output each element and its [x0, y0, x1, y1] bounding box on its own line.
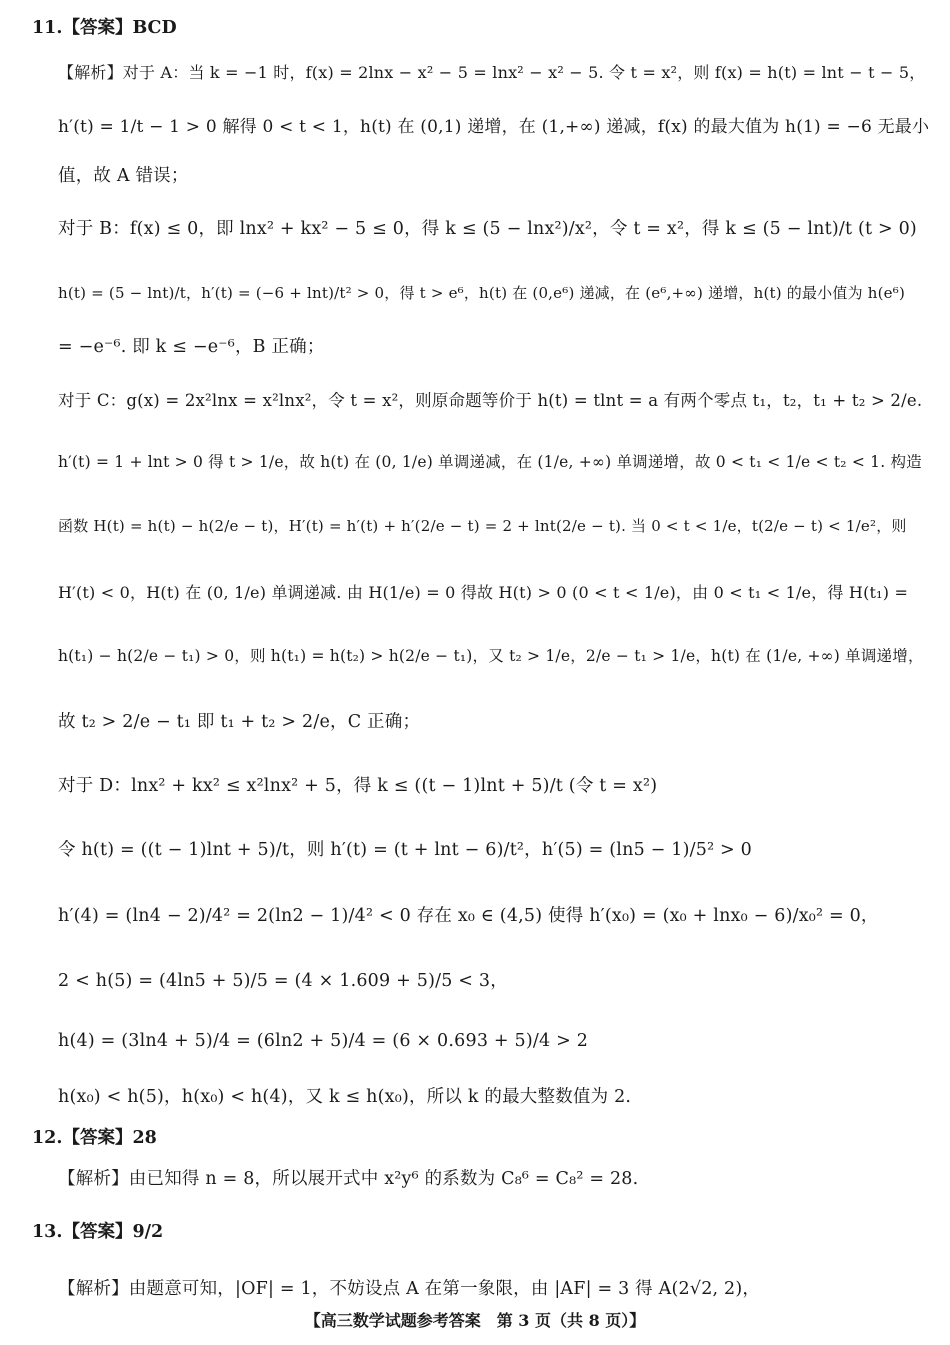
q11-line-13: 对于 D：lnx² + kx² ≤ x²lnx² + 5，得 k ≤ ((t − 1)lnt + 5)/t (令 t = x²): [58, 776, 658, 796]
q11-line-15: h′(4) = (ln4 − 2)/4² = 2(ln2 − 1)/4² < 0 存在 x₀ ∈ (4,5) 使得 h′(x₀) = (x₀ + lnx₀ − 6)/x₀² = 0，: [58, 906, 879, 926]
q13-line-1: 【解析】由题意可知，|OF| = 1，不妨设点 A 在第一象限，由 |AF| = 3 得 A(2√2, 2)，: [58, 1279, 761, 1299]
q12-line-1: 【解析】由已知得 n = 8，所以展开式中 x²y⁶ 的系数为 C₈⁶ = C₈² = 28.: [58, 1169, 639, 1189]
q11-line-14: 令 h(t) = ((t − 1)lnt + 5)/t，则 h′(t) = (t + lnt − 6)/t²，h′(5) = (ln5 − 1)/5² > 0: [58, 840, 753, 860]
q11-line-8: h′(t) = 1 + lnt > 0 得 t > 1/e，故 h(t) 在 (0, 1/e) 单调递减，在 (1/e, +∞) 单调递增，故 0 < t₁ < 1/e < t₂ < 1. 构造: [58, 453, 922, 471]
q11-line-7: 对于 C：g(x) = 2x²lnx = x²lnx²，令 t = x²，则原命题等价于 h(t) = tlnt = a 有两个零点 t₁，t₂，t₁ + t₂ > 2/e.: [58, 391, 923, 410]
q11-line-18: h(x₀) < h(5)，h(x₀) < h(4)，又 k ≤ h(x₀)，所以 k 的最大整数值为 2.: [58, 1087, 632, 1107]
q11-line-6: = −e⁻⁶. 即 k ≤ −e⁻⁶，B 正确；: [58, 337, 325, 357]
q11-answer: 11.【答案】BCD: [32, 18, 177, 38]
q11-line-1: 【解析】对于 A：当 k = −1 时，f(x) = 2lnx − x² − 5 = lnx² − x² − 5. 令 t = x²，则 f(x) = h(t) = lnt − t − 5，: [58, 63, 926, 82]
q11-line-9: 函数 H(t) = h(t) − h(2/e − t)，H′(t) = h′(t) + h′(2/e − t) = 2 + lnt(2/e − t). 当 0 < t < 1/e，t(2/e − t) < 1/e²，则: [58, 517, 907, 535]
q12-answer: 12.【答案】28: [32, 1128, 157, 1148]
q11-line-3: 值，故 A 错误；: [58, 166, 189, 186]
q11-line-17: h(4) = (3ln4 + 5)/4 = (6ln2 + 5)/4 = (6 × 0.693 + 5)/4 > 2: [58, 1031, 589, 1051]
q11-line-12: 故 t₂ > 2/e − t₁ 即 t₁ + t₂ > 2/e，C 正确；: [58, 712, 421, 732]
q11-line-11: h(t₁) − h(2/e − t₁) > 0，则 h(t₁) = h(t₂) > h(2/e − t₁)，又 t₂ > 1/e，2/e − t₁ > 1/e，h(t) 在 (1/e, +∞) 单调递增，: [58, 647, 924, 665]
q13-answer: 13.【答案】9/2: [32, 1222, 164, 1242]
q11-line-16: 2 < h(5) = (4ln5 + 5)/5 = (4 × 1.609 + 5)/5 < 3，: [58, 971, 508, 991]
q11-line-5: h(t) = (5 − lnt)/t，h′(t) = (−6 + lnt)/t² > 0，得 t > e⁶，h(t) 在 (0,e⁶) 递减，在 (e⁶,+∞) 递增，h(t) 的最小值为 h(e⁶): [58, 284, 906, 302]
q11-line-2: h′(t) = 1/t − 1 > 0 解得 0 < t < 1，h(t) 在 (0,1) 递增，在 (1,+∞) 递减，f(x) 的最大值为 h(1) = −6 无最小: [58, 117, 930, 137]
q11-line-10: H′(t) < 0，H(t) 在 (0, 1/e) 单调递减. 由 H(1/e) = 0 得故 H(t) > 0 (0 < t < 1/e)，由 0 < t₁ < 1/e，得 H(t₁) =: [58, 583, 909, 602]
page-footer: 【高三数学试题参考答案 第 3 页（共 8 页）】: [304, 1311, 646, 1330]
q11-line-4: 对于 B：f(x) ≤ 0，即 lnx² + kx² − 5 ≤ 0，得 k ≤ (5 − lnx²)/x²，令 t = x²，得 k ≤ (5 − lnt)/t (t > 0): [58, 219, 917, 239]
